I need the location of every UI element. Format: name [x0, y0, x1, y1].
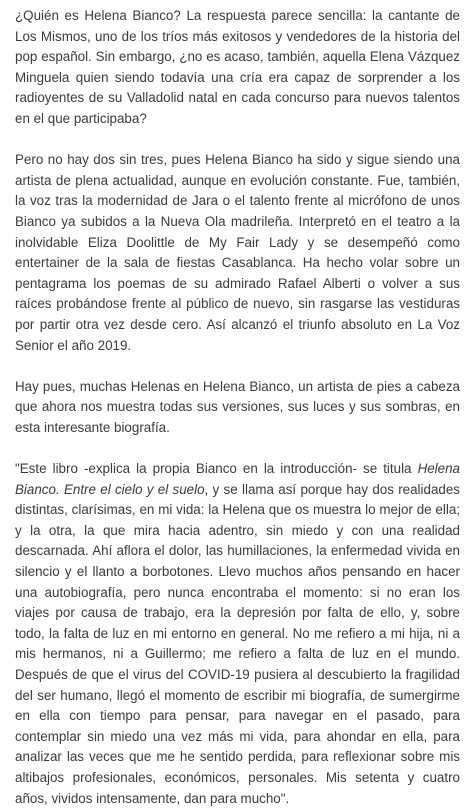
book-title: Helena Bianco. Entre el cielo y el suelo	[15, 461, 460, 497]
quote-text-rest: , y se llama así porque hay dos realidades distintas, clarísimas, en mi vida: la Helena que os muestra lo mejor de ella; y la otra, la que mira hacia adentro, sin miedo y con una realidad descarnada. Ahí aflora el dolor, las humillaciones, la enfermedad vivida en silencio y el llanto a borbotones. Llevo muchos años pensando en hacer una autobiografía, pero nunca encontraba el momento: si no eran los viajes por causa de trabajo, era la depresión por falta de ello, y, sobre todo, la falta de luz en mi entorno en general. No me refiero a mi hija, ni a mis hermanos, ni a Guillermo; me refiero a falta de luz en el mundo. Después de que el virus del COVID-19 pusiera al descubierto la fragilidad del ser humano, llegó el momento de escribir mi biografía, de sumergirme en ella con tiempo para pensar, para navegar en el pasado, para contemplar sin miedo una vez más mi vida, para ahondar en ella, para analizar las veces que me he sentido perdida, para reflexionar sobre mis altibajos profesionales, económicos, personales. Mis setenta y cuatro años, vividos intensamente, dan para mucho".	[15, 481, 460, 806]
paragraph-quote	[15, 459, 460, 809]
quote-text-start: "Este libro -explica la propia Bianco en la introducción- se titula	[15, 461, 418, 477]
book-description	[15, 6, 460, 809]
paragraph-summary: Hay pues, muchas Helenas en Helena Bianco, un artista de pies a cabeza que ahora nos muestra todas sus versiones, sus luces y sus sombras, en esta interesante biografía.	[15, 378, 460, 435]
paragraph-intro: ¿Quién es Helena Bianco? La respuesta parece sencilla: la cantante de Los Mismos, uno de los tríos más exitosos y vendedores de la historia del pop español. Sin embargo, ¿no es acaso, también, aquella Elena Vázquez Minguela quien siendo todavía una cría era capaz de sorprender a los radioyentes de su Valladolid natal en cada concurso para nuevos talentos en el que participaba?	[15, 8, 460, 126]
paragraph-career: Pero no hay dos sin tres, pues Helena Bianco ha sido y sigue siendo una artista de plena actualidad, aunque en evolución constante. Fue, también, la voz tras la modernidad de Jara o el talento frente al micrófono de unos Bianco ya subidos a la Nueva Ola madrileña. Interpretó en el teatro a la inolvidable Eliza Doolittle de My Fair Lady y se desempeñó como entertainer de la sala de fiestas Casablanca. Ha hecho volar sobre un pentagrama los poemas de su admirado Rafael Alberti o volver a sus raíces probándose frente al público de nuevo, sin rasgarse las vestiduras por partir otra vez desde cero. Así alcanzó el triunfo absoluto en La Voz Senior el año 2019.	[15, 152, 460, 353]
